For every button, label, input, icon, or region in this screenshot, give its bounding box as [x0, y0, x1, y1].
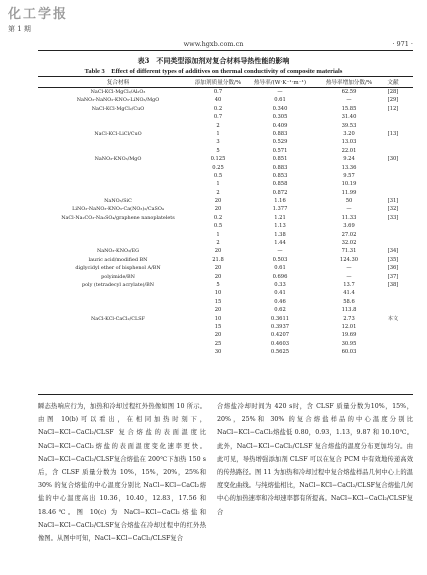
cell-reference: [12] [387, 105, 399, 112]
body-paragraph: 瞬态热响应行为，加热和冷却过程红外热像如图 10 所示。由图 10(b)可以看出，在相同加热时刻下，NaCl−KCl−CaCl₂/CLSF 复合熔盐的表面温度比 NaCl−KCl−CaCl₂熔盐的表面温度变化速率更快。NaCl−KCl−CaCl₂/CLSF复合熔盐在 200℃下加热 150 s后，含 CLSF 质量分数为 10%，15%，20%，25%和 30% 的复合熔盐的中心温度分别比 NaCl−KCl−CaCl₂熔盐的中心温度高出 10.36，10.40，12.83，17.56 和 18.46℃。图 10(c) 为 NaCl−KCl−CaCl₂熔盐和 NaCl−KCl−CaCl₂/CLSF复合熔盐在冷却过程中的红外热像图。从图中可知，NaCl−KCl−CaCl₂/CLSF复合 [38, 403, 206, 543]
cell-conductivity: 1.377 [272, 206, 288, 213]
journal-logo-text: 化工学报 [8, 7, 69, 22]
table-row [38, 197, 413, 205]
table-row [38, 164, 413, 172]
cell-reference: [38] [387, 281, 399, 288]
table-row [38, 172, 413, 180]
cell-amount: 15 [214, 323, 222, 330]
cell-amount: 1 [216, 130, 220, 137]
cell-improvement: 71.31 [341, 248, 357, 255]
table-row [38, 180, 413, 188]
cell-improvement: 30.95 [341, 340, 357, 347]
cell-improvement: 13.7 [343, 281, 355, 288]
cell-improvement: 19.69 [341, 332, 357, 339]
cell-reference: 本文 [387, 315, 399, 322]
cell-reference: [33] [387, 214, 399, 221]
cell-conductivity: 0.62 [274, 307, 286, 314]
cell-improvement: 13.03 [341, 139, 357, 146]
cell-amount: 0.2 [213, 105, 223, 112]
cell-improvement: 60.03 [341, 349, 357, 356]
cell-conductivity: 0.61 [274, 265, 286, 272]
cell-conductivity: 0.529 [272, 139, 288, 146]
cell-improvement: 62.59 [341, 89, 357, 95]
cell-improvement: — [346, 206, 352, 213]
header-rule [38, 50, 413, 51]
cell-conductivity: 0.3611 [270, 315, 290, 322]
cell-amount: 1 [216, 231, 220, 238]
cell-amount: 15 [214, 298, 222, 305]
cell-material: NaCl-KCl-CaCl₂/CLSF [91, 315, 145, 322]
col-header-improvement: 热导率增加分数/% [325, 80, 373, 86]
col-header-conductivity: 热导率/(W·K⁻¹·m⁻¹) [253, 80, 307, 86]
table-body [38, 88, 413, 357]
page-number: · 971 · [392, 40, 413, 48]
cell-improvement: 3.69 [343, 223, 355, 230]
cell-reference: [36] [387, 265, 399, 272]
cell-material: poly (tetradecyl acrylate)/BN [81, 281, 155, 288]
cell-improvement: 27.02 [341, 231, 357, 238]
table-row [38, 214, 413, 222]
cell-amount: 40 [214, 97, 222, 104]
cell-improvement: 31.40 [341, 114, 357, 121]
cell-improvement: — [346, 97, 352, 104]
col-header-amount: 添加剂质量分数/% [194, 80, 242, 86]
cell-conductivity: 0.853 [272, 172, 288, 179]
table-row [38, 138, 413, 146]
table-row [38, 256, 413, 264]
table-row [38, 122, 413, 130]
cell-material: diglycidyl ether of bisphenol A/BN [75, 265, 161, 272]
table-title-en: Table 3 Effect of different types of additives on thermal conductivity of composite materials [84, 68, 343, 75]
table-row [38, 130, 413, 138]
table-row [38, 88, 413, 96]
journal-website: www.hgxb.com.cn [183, 40, 244, 48]
cell-amount: 25 [214, 340, 222, 347]
cell-improvement: — [346, 265, 352, 272]
cell-amount: 2 [216, 240, 220, 247]
cell-amount: 20 [214, 206, 222, 213]
cell-improvement: 124.30 [339, 256, 359, 263]
table-row [38, 273, 413, 281]
cell-conductivity: 0.46 [274, 298, 286, 305]
cell-conductivity: 0.4207 [270, 332, 290, 339]
cell-reference: [13] [387, 130, 399, 137]
cell-conductivity: 1.38 [274, 231, 286, 238]
cell-improvement: 11.33 [341, 214, 357, 221]
cell-material: NaNO₃-NaNO₂-KNO₃-LiNO₃/MgO [76, 97, 160, 104]
cell-material: NaCl-KCl-LiCl/CuO [94, 130, 142, 137]
cell-material: NaCl-KCl-MgCl₂/CuO [91, 105, 145, 112]
page-header [0, 0, 427, 52]
cell-conductivity: 0.5625 [270, 349, 290, 356]
cell-improvement: 2.73 [343, 315, 355, 322]
cell-improvement: 39.53 [341, 122, 357, 129]
table-row [38, 348, 413, 356]
cell-reference: [28] [387, 89, 399, 95]
table-row [38, 155, 413, 163]
cell-amount: 1 [216, 181, 220, 188]
table-row [38, 222, 413, 230]
table-row [38, 340, 413, 348]
cell-amount: 30 [214, 349, 222, 356]
col-header-material: 复合材料 [106, 80, 130, 86]
cell-improvement: 12.01 [341, 323, 357, 330]
cell-reference: [29] [387, 97, 399, 104]
cell-improvement: 3.20 [343, 130, 355, 137]
table-row [38, 247, 413, 255]
cell-amount: 20 [214, 248, 222, 255]
cell-amount: 20 [214, 198, 222, 205]
cell-improvement: 10.19 [341, 181, 357, 188]
cell-amount: 3 [216, 139, 220, 146]
cell-material: NaCl-Na₂CO₃-Na₂SO₄/graphene nanoplatelets [61, 214, 175, 221]
cell-improvement: 9.57 [343, 172, 355, 179]
cell-conductivity: 0.851 [272, 156, 288, 163]
cell-conductivity: 0.883 [272, 130, 288, 137]
cell-material: NaNO₃-KNO₃/EG [96, 248, 140, 255]
cell-reference: [30] [387, 156, 399, 163]
cell-conductivity: 1.21 [274, 214, 286, 221]
cell-material: polyimide/BN [101, 273, 135, 280]
cell-material: lauric acid/modified BN [88, 256, 148, 263]
cell-reference: [35] [387, 256, 399, 263]
cell-reference: [32] [387, 206, 399, 213]
table-row [38, 281, 413, 289]
table-row [38, 231, 413, 239]
table-row [38, 147, 413, 155]
cell-conductivity: 0.696 [272, 273, 288, 280]
cell-conductivity: 0.503 [272, 256, 288, 263]
cell-improvement: 113.8 [341, 307, 357, 314]
cell-amount: 0.7 [213, 89, 223, 95]
body-paragraph: 合熔盐冷却时间为 420 s时，含 CLSF 质量分数为10%，15%，20%，25%和 30% 的复合熔盐样品的中心温度分别比 NaCl−KCl−CaCl₂熔盐低 0.80，0.93，1.13，9.87 和 10.10℃。此外，NaCl−KCl−CaCl₂/CLSF 复合熔盐的温度分布更加均匀。由此可见，导热增强添加剂 CLSF 可以在复合 PCM 中有效地传递高效的传热路径。图 11 为加热和冷却过程中复合熔盐样品几何中心上的温度变化曲线。与纯熔盐相比，NaCl−KCl−CaCl₂/CLSF复合熔盐几何中心的加热速率和冷却速率都有所提高。NaCl−KCl−CaCl₂/CLSF复合 [217, 403, 413, 516]
cell-conductivity: 0.571 [272, 147, 288, 154]
table-header-row [38, 76, 413, 87]
cell-amount: 2 [216, 122, 220, 129]
cell-improvement: 11.99 [341, 189, 357, 196]
cell-conductivity: — [277, 248, 283, 255]
cell-amount: 10 [214, 290, 222, 297]
table-bottom-rule [38, 394, 413, 395]
cell-material: NaNO₃-KNO₃/MgO [94, 156, 142, 163]
cell-amount: 0.125 [210, 156, 226, 163]
table-row [38, 315, 413, 323]
cell-conductivity: 0.858 [272, 181, 288, 188]
cell-conductivity: 1.16 [274, 198, 286, 205]
cell-conductivity: 1.13 [274, 223, 286, 230]
table-row [38, 323, 413, 331]
cell-amount: 10 [214, 315, 222, 322]
cell-conductivity: 0.872 [272, 189, 288, 196]
table-row [38, 289, 413, 297]
cell-conductivity: 0.4603 [270, 340, 290, 347]
cell-conductivity: 0.3937 [270, 323, 290, 330]
cell-conductivity: 0.41 [274, 290, 286, 297]
table-title-cn: 表3 不同类型添加剂对复合材料导热性能的影响 [137, 56, 290, 65]
cell-conductivity: 0.61 [274, 97, 286, 104]
cell-conductivity: 1.44 [274, 240, 286, 247]
cell-amount: 20 [214, 273, 222, 280]
cell-improvement: 22.01 [341, 147, 357, 154]
table-row [38, 264, 413, 272]
cell-amount: 20 [214, 307, 222, 314]
cell-improvement: 32.02 [341, 240, 357, 247]
table-row [38, 113, 413, 121]
cell-improvement: 50 [345, 198, 353, 205]
cell-reference: [31] [387, 198, 399, 205]
cell-amount: 2 [216, 189, 220, 196]
table-row [38, 298, 413, 306]
table-row [38, 331, 413, 339]
cell-improvement: 15.85 [341, 105, 357, 112]
cell-reference: [34] [387, 248, 399, 255]
cell-conductivity: 0.883 [272, 164, 288, 171]
cell-material: NaCl-KCl-MgCl₂/Al₂O₃ [90, 89, 146, 95]
cell-conductivity: 0.340 [272, 105, 288, 112]
cell-amount: 20 [214, 332, 222, 339]
table-row [38, 239, 413, 247]
cell-material: NaNO₃/SiC [104, 198, 132, 205]
cell-improvement: 58.6 [343, 298, 355, 305]
table-row [38, 189, 413, 197]
col-header-reference: 文献 [387, 80, 399, 86]
body-column-left [38, 400, 206, 545]
cell-improvement: 41.4 [343, 290, 355, 297]
issue-label: 第 1 期 [8, 25, 31, 33]
cell-amount: 0.2 [213, 214, 223, 221]
cell-conductivity: — [277, 89, 283, 95]
cell-amount: 5 [216, 147, 220, 154]
cell-improvement: 13.36 [341, 164, 357, 171]
cell-amount: 20 [214, 265, 222, 272]
cell-amount: 21.8 [212, 256, 224, 263]
table-row [38, 205, 413, 213]
cell-amount: 0.5 [213, 223, 223, 230]
table-row [38, 105, 413, 113]
cell-conductivity: 0.305 [272, 114, 288, 121]
cell-conductivity: 0.409 [272, 122, 288, 129]
cell-amount: 0.7 [213, 114, 223, 121]
cell-amount: 0.5 [213, 172, 223, 179]
cell-amount: 0.25 [212, 164, 224, 171]
cell-amount: 5 [216, 281, 220, 288]
cell-material: LiNO₃-NaNO₃-KNO₃-Ca(NO₃)₂/CaSO₄ [72, 206, 164, 213]
table-row [38, 306, 413, 314]
cell-improvement: 9.24 [343, 156, 355, 163]
table-row [38, 96, 413, 104]
cell-reference: [37] [387, 273, 399, 280]
journal-logo [8, 8, 70, 42]
body-column-right [217, 400, 413, 519]
cell-conductivity: 0.33 [274, 281, 286, 288]
cell-improvement: — [346, 273, 352, 280]
